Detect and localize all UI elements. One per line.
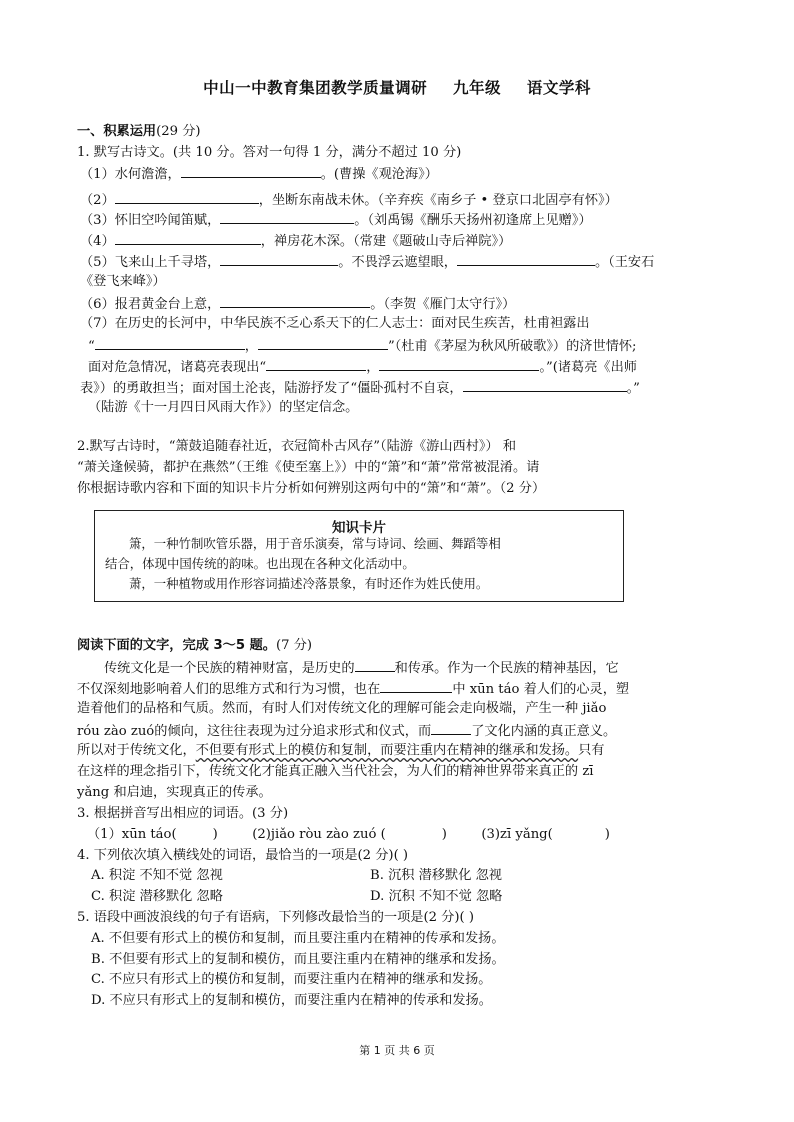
title-grade: 九年级 xyxy=(452,79,501,97)
q4-option-a[interactable]: A. 积淀 不知不觉 忽视 xyxy=(91,868,223,883)
reading-heading-text: 阅读下面的文字，完成 3～5 题。 xyxy=(77,638,276,653)
comma: ， xyxy=(244,339,258,354)
q4-stem: 4. 下列依次填入横线处的词语，最恰当的一项是(2 分)( ) xyxy=(77,848,409,863)
answer-blank[interactable] xyxy=(181,163,321,178)
answer-blank[interactable] xyxy=(220,251,338,266)
q1-line-5 xyxy=(80,251,654,273)
q5-option-b[interactable]: B. 不但要有形式上的复制和模仿，而且要注重内在精神的继承和发扬。 xyxy=(91,952,505,967)
q1-6-text: （6）报君黄金台上意， xyxy=(80,297,221,312)
q5-stem: 5. 语段中画波浪线的句子有语病，下列修改最恰当的一项是(2 分)( ) xyxy=(77,910,475,925)
wavy-underlined-sentence: 不但要有形式上的模仿和复制，而要注重内在精神的继承和发扬。 xyxy=(195,743,579,758)
reading-points: (7 分) xyxy=(275,638,313,653)
passage-line-5 xyxy=(77,741,605,761)
answer-blank[interactable] xyxy=(220,209,354,224)
q1-line-7b xyxy=(88,335,636,357)
answer-blank[interactable] xyxy=(115,189,259,204)
q3-item-1: （1）xūn táo( xyxy=(87,827,177,842)
q1-line-2 xyxy=(80,189,618,211)
q1-7c-source: 。”(诸葛亮《出师 xyxy=(539,360,637,375)
q1-line-7a: （7）在历史的长河中，中华民族不乏心系天下的仁人志士：面对民生疾苦，杜甫袒露出 xyxy=(80,316,590,331)
passage-text: róu zào zuó的倾向，这往往表现为过分追求形式和仪式，而 xyxy=(77,724,432,739)
passage-line-6: 在这样的理念指引下，传统文化才能真正融入当代社会，为人们的精神世界带来真正的 zī xyxy=(77,764,594,779)
q4-option-d[interactable]: D. 沉积 不知不觉 忽略 xyxy=(370,889,503,904)
q1-7b-source: ”（杜甫《茅屋为秋风所破歌》）的济世情怀; xyxy=(387,339,637,354)
passage-line-4 xyxy=(77,720,616,742)
q5-option-c[interactable]: C. 不应只有形式上的模仿和复制，而要注重内在精神的继承和发扬。 xyxy=(91,972,492,987)
passage-text: 中 xūn táo 着人们的心灵，塑 xyxy=(452,682,630,697)
q4-option-c[interactable]: C. 积淀 潜移默化 忽略 xyxy=(91,889,223,904)
q1-line-5-cont: 《登飞来峰》） xyxy=(80,274,166,289)
q3-answers xyxy=(87,825,610,845)
passage-text: 所以对于传统文化， xyxy=(77,743,196,758)
q4-option-b[interactable]: B. 沉积 潜移默化 忽视 xyxy=(370,868,502,883)
q1-5-text: （5）飞来山上千寻塔， xyxy=(80,255,221,270)
q1-2-text: （2） xyxy=(80,193,115,208)
q1-1-source: 。(曹操《观沧海》） xyxy=(320,167,438,182)
passage-line-3: 造着他们的品格和气质。然而，有时人们对传统文化的理解可能会走向极端，产生一种 jiǎo xyxy=(77,701,607,716)
q2-line-3: 你根据诗歌内容和下面的知识卡片分析如何辨别这两句中的“箫”和“萧”。（2 分） xyxy=(77,481,546,496)
answer-blank[interactable] xyxy=(115,230,261,245)
q1-6-source: 。（李贺《雁门太守行》） xyxy=(370,297,516,312)
passage-text: 传统文化是一个民族的精神财富，是历史的 xyxy=(104,661,355,676)
q1-line-3 xyxy=(80,209,592,231)
q1-5-source: 。（王安石 xyxy=(594,255,655,270)
passage-blank[interactable] xyxy=(380,678,452,693)
answer-blank[interactable] xyxy=(95,335,245,350)
q1-line-4 xyxy=(80,230,511,252)
q1-line-1 xyxy=(80,163,438,185)
title-main: 中山一中教育集团教学质量调研 xyxy=(203,79,428,97)
reading-heading xyxy=(77,636,312,656)
section-heading-text: 一、积累运用 xyxy=(77,124,157,139)
passage-line-7: yǎng 和启迪，实现真正的传承。 xyxy=(77,785,272,800)
q2-line-2: “萧关逢候骑，都护在燕然”（王维《使至塞上》）中的“箫”和“萧”常常被混淆。请 xyxy=(77,460,540,475)
q5-option-d[interactable]: D. 不应只有形式上的复制和模仿，而要注重内在精神的传承和发扬。 xyxy=(91,993,492,1008)
quote-close: 。” xyxy=(626,381,640,396)
page-footer: 第 1 页 共 6 页 xyxy=(359,1044,435,1057)
passage-blank[interactable] xyxy=(355,657,395,672)
passage-text: 只有 xyxy=(578,743,605,758)
passage-text: 不仅深刻地影响着人们的思维方式和行为习惯，也在 xyxy=(77,682,381,697)
answer-blank[interactable] xyxy=(463,377,627,392)
paren-close: ) xyxy=(604,827,610,842)
section-points: (29 分) xyxy=(156,124,201,139)
card-para-1: 箫，一种竹制吹管乐器，用于音乐演奏，常与诗词、绘画、舞蹈等相 xyxy=(129,536,501,551)
page-title xyxy=(0,76,794,98)
card-para-2: 结合，体现中国传统的韵味。也出现在各种文化活动中。 xyxy=(105,556,415,571)
q5-option-a[interactable]: A. 不但要有形式上的模仿和复制，而且要注重内在精神的传承和发扬。 xyxy=(91,931,505,946)
q2-line-1: 2.默写古诗时，“箫鼓追随春社近，衣冠简朴古风存”（陆游《游山西村》） 和 xyxy=(77,439,517,454)
title-subject: 语文学科 xyxy=(526,79,591,97)
q1-stem: 1. 默写古诗文。(共 10 分。答对一句得 1 分，满分不超过 10 分) xyxy=(77,145,462,160)
q1-3-text: （3）怀旧空吟闻笛赋， xyxy=(80,213,221,228)
card-para-3: 萧，一种植物或用作形容词描述冷落景象，有时还作为姓氏使用。 xyxy=(129,576,489,591)
card-title: 知识卡片 xyxy=(332,520,386,536)
q1-1-text: （1）水何澹澹， xyxy=(80,167,181,182)
quote-open: “ xyxy=(88,339,95,354)
knowledge-card xyxy=(94,510,624,602)
passage-blank[interactable] xyxy=(431,720,471,735)
q3-item-3: (3)zī yǎng( xyxy=(481,827,553,842)
q1-4-text: （4） xyxy=(80,234,115,249)
answer-blank[interactable] xyxy=(258,335,388,350)
q1-line-7c xyxy=(88,356,637,378)
q1-line-6 xyxy=(80,293,515,315)
q3-stem: 3. 根据拼音写出相应的词语。(3 分) xyxy=(77,806,289,821)
answer-blank[interactable] xyxy=(266,356,366,371)
passage-line-2 xyxy=(77,678,629,700)
q1-5-text-b: 。不畏浮云遮望眼， xyxy=(338,255,457,270)
q1-line-7d xyxy=(80,377,640,399)
q1-2-source: ，坐断东南战未休。（辛弃疾《南乡子 • 登京口北固亭有怀》） xyxy=(258,193,618,208)
q3-item-2: (2)jiǎo ròu zào zuó ( xyxy=(252,827,386,842)
answer-blank[interactable] xyxy=(457,251,595,266)
paren-close: ) xyxy=(441,827,447,842)
passage-line-1 xyxy=(104,657,619,679)
q1-7d-text: 表》）的勇敢担当；面对国土沦丧，陆游抒发了“僵卧孤村不自哀， xyxy=(80,381,463,396)
passage-text: 和传承。作为一个民族的精神基因，它 xyxy=(394,661,619,676)
q1-3-source: 。（刘禹锡《酬乐天扬州初逢席上见赠》） xyxy=(354,213,592,228)
section-heading xyxy=(77,122,201,142)
q1-line-7e: （陆游《十一月四日风雨大作》）的坚定信念。 xyxy=(88,400,359,415)
q1-4-source: ，禅房花木深。（常建《题破山寺后禅院》） xyxy=(260,234,512,249)
comma: ， xyxy=(366,360,380,375)
passage-text: 了文化内涵的真正意义。 xyxy=(471,724,617,739)
answer-blank[interactable] xyxy=(379,356,539,371)
q1-7c-text: 面对危急情况，诸葛亮表现出“ xyxy=(88,360,267,375)
answer-blank[interactable] xyxy=(220,293,370,308)
paren-close: ) xyxy=(212,827,218,842)
